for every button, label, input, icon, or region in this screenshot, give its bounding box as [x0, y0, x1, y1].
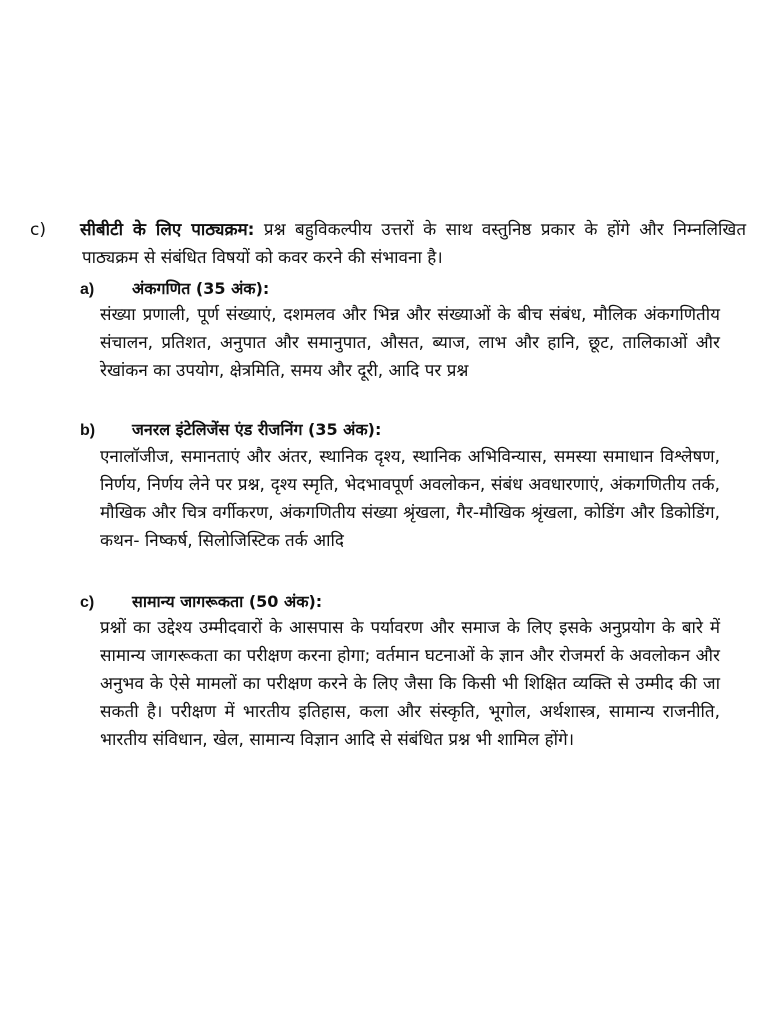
section-marker: c): [80, 594, 95, 611]
section-heading-reasoning: [80, 417, 720, 444]
section-body-general-awareness: प्रश्नों का उद्देश्य उम्मीदवारों के आसपास के पर्यावरण और समाज के लिए इसके अनुप्रयोग के बारे में सामान्य जागरूकता का परीक्षण करना होगा; वर्तमान घटनाओं के ज्ञान और रोजमर्रा के अवलोकन और अनुभव के ऐसे मामलों का परीक्षण करने के लिए जैसा कि किसी भी शिक्षित व्यक्ति से उम्मीद की जा सकती है। परीक्षण में भारतीय इतिहास, कला और संस्कृति, भूगोल, अर्थशास्त्र, सामान्य राजनीति, भारतीय संविधान, खेल, सामान्य विज्ञान आदि से संबंधित प्रश्न भी शामिल होंगे।: [100, 618, 720, 750]
section-marker: a): [80, 281, 95, 298]
intro-heading: सीबीटी के लिए पाठ्यक्रम:: [80, 220, 255, 240]
section-heading-arithmetic: [80, 276, 720, 303]
section-body-reasoning: एनालॉजीज, समानताएं और अंतर, स्थानिक दृश्य, स्थानिक अभिविन्यास, समस्या समाधान विश्लेषण, निर्णय, निर्णय लेने पर प्रश्न, दृश्य स्मृति, भेदभावपूर्ण अवलोकन, संबंध अवधारणाएं, अंकगणितीय तर्क, मौखिक और चित्र वर्गीकरण, अंकगणितीय संख्या श्रृंखला, गैर-मौखिक श्रृंखला, कोडिंग और डिकोडिंग, कथन- निष्कर्ष, सिलोजिस्टिक तर्क आदि: [100, 447, 720, 551]
section-title: जनरल इंटेलिजेंस एंड रीजनिंग (35 अंक):: [132, 420, 382, 439]
section-marker: b): [80, 422, 96, 439]
section-heading-general-awareness: [80, 589, 720, 616]
section-title: सामान्य जागरूकता (50 अंक):: [132, 592, 323, 611]
section-title: अंकगणित (35 अंक):: [132, 279, 270, 298]
syllabus-intro: [30, 216, 747, 272]
intro-text: प्रश्न बहुविकल्पीय उत्तरों के साथ वस्तुनिष्ठ प्रकार के होंगे और निम्नलिखित पाठ्यक्रम से संबंधित विषयों को कवर करने की संभावना है।: [82, 220, 747, 268]
intro-marker: c): [30, 220, 46, 240]
section-body-arithmetic: संख्या प्रणाली, पूर्ण संख्याएं, दशमलव और भिन्न और संख्याओं के बीच संबंध, मौलिक अंकगणितीय संचालन, प्रतिशत, अनुपात और समानुपात, औसत, ब्याज, लाभ और हानि, छूट, तालिकाओं और रेखांकन का उपयोग, क्षेत्रमिति, समय और दूरी, आदि पर प्रश्न: [100, 305, 720, 381]
